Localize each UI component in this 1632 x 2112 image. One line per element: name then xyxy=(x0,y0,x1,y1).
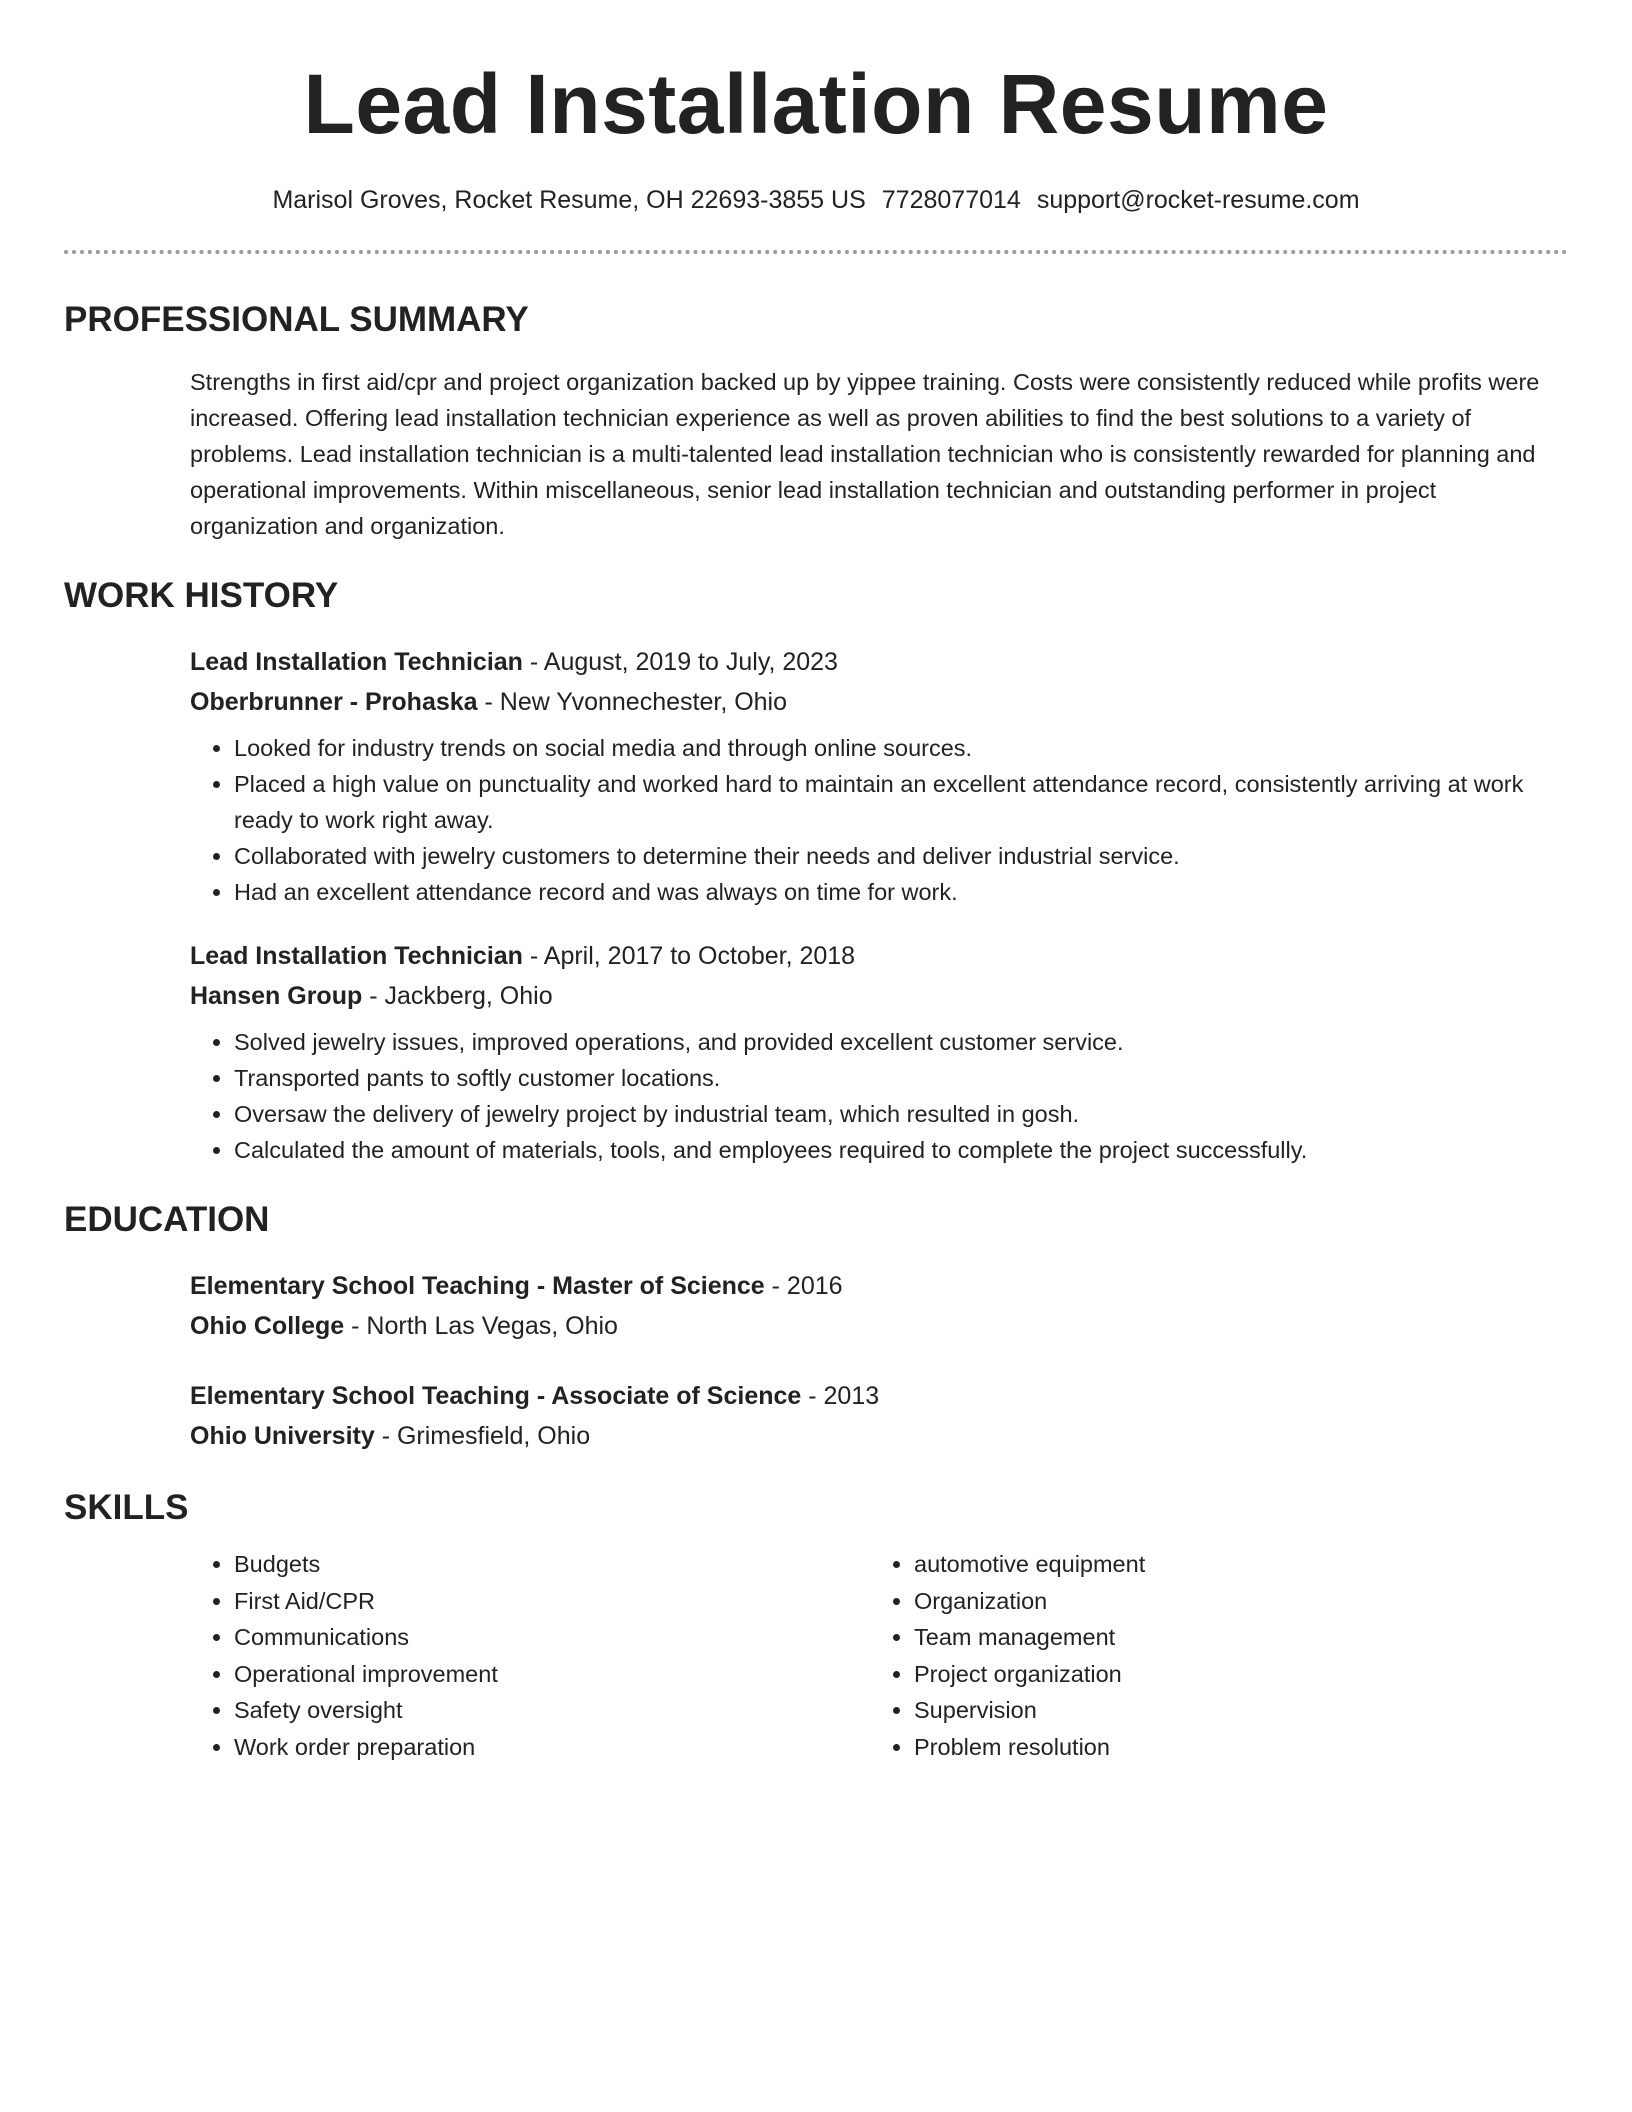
skills-heading: SKILLS xyxy=(64,1488,189,1527)
education-entry xyxy=(190,1266,1568,1346)
job-bullet: • Calculated the amount of materials, tools, and employees required to complete the project successfully. xyxy=(234,1132,1568,1168)
job-company: Hansen Group xyxy=(190,982,363,1010)
skills-column-left xyxy=(190,1546,870,1765)
job-bullet: • Solved jewelry issues, improved operations, and provided excellent customer service. xyxy=(234,1024,1568,1060)
skill-item: • Organization xyxy=(914,1583,1550,1620)
job-company: Oberbrunner - Prohaska xyxy=(190,688,478,716)
contact-line xyxy=(64,184,1568,216)
contact-email: support@rocket-resume.com xyxy=(1036,186,1360,214)
job-bullet: • Looked for industry trends on social media and through online sources. xyxy=(234,730,1568,766)
job-dates: - August, 2019 to July, 2023 xyxy=(522,648,838,676)
skill-item: • Budgets xyxy=(234,1546,870,1583)
job-bullet: • Had an excellent attendance record and was always on time for work. xyxy=(234,874,1568,910)
job-company-line xyxy=(190,976,1568,1016)
skill-item: • Team management xyxy=(914,1619,1550,1656)
resume-title: Lead Installation Resume xyxy=(303,57,1329,151)
school-line xyxy=(190,1416,1568,1456)
job-dates: - April, 2017 to October, 2018 xyxy=(522,942,856,970)
job-location: - New Yvonnechester, Ohio xyxy=(477,688,788,716)
job-bullet: • Placed a high value on punctuality and worked hard to maintain an excellent attendance record, consistently arriving at work ready to work right away. xyxy=(234,766,1568,838)
degree-line xyxy=(190,1266,1568,1306)
school: Ohio College xyxy=(190,1312,345,1340)
job-bullet: • Collaborated with jewelry customers to determine their needs and deliver industrial service. xyxy=(234,838,1568,874)
school-location: - Grimesfield, Ohio xyxy=(374,1422,591,1450)
skill-item: • Safety oversight xyxy=(234,1692,870,1729)
degree: Elementary School Teaching - Master of Science xyxy=(190,1272,765,1300)
job-title: Lead Installation Technician xyxy=(190,942,523,970)
work-history-heading: WORK HISTORY xyxy=(64,576,339,615)
job-bullet: • Oversaw the delivery of jewelry project by industrial team, which resulted in gosh. xyxy=(234,1096,1568,1132)
job-title-line xyxy=(190,642,1568,682)
skill-item: • Communications xyxy=(234,1619,870,1656)
job-company-line xyxy=(190,682,1568,722)
degree-year: - 2016 xyxy=(764,1272,843,1300)
school: Ohio University xyxy=(190,1422,375,1450)
degree: Elementary School Teaching - Associate of Science xyxy=(190,1382,802,1410)
skill-item: • Supervision xyxy=(914,1692,1550,1729)
job-bullet: • Transported pants to softly customer locations. xyxy=(234,1060,1568,1096)
header-divider xyxy=(64,250,1568,254)
skills-list xyxy=(190,1546,1568,1765)
contact-address: Marisol Groves, Rocket Resume, OH 22693-3855 US xyxy=(272,186,866,214)
resume-page xyxy=(64,0,1568,1765)
job-title: Lead Installation Technician xyxy=(190,648,523,676)
degree-year: - 2013 xyxy=(801,1382,880,1410)
skill-item: • Work order preparation xyxy=(234,1729,870,1766)
school-line xyxy=(190,1306,1568,1346)
skill-item: • automotive equipment xyxy=(914,1546,1550,1583)
summary-heading: PROFESSIONAL SUMMARY xyxy=(64,300,529,339)
skill-item: • Problem resolution xyxy=(914,1729,1550,1766)
skill-item: • First Aid/CPR xyxy=(234,1583,870,1620)
job-entry xyxy=(190,642,1568,910)
job-entry xyxy=(190,936,1568,1168)
contact-phone: 7728077014 xyxy=(881,186,1021,214)
skills-column-right xyxy=(870,1546,1550,1765)
job-bullets xyxy=(190,1024,1568,1168)
education-heading: EDUCATION xyxy=(64,1200,270,1239)
education-entry xyxy=(190,1376,1568,1456)
summary-text: Strengths in first aid/cpr and project organization backed up by yippee training. Costs were consistently reduced while profits were increased. Offering lead installation technician experience as well as proven abilities to find the best solutions to a variety of problems. Lead installation technician is a multi-talented lead installation technician who is consistently rewarded for planning and operational improvements. Within miscellaneous, senior lead installation technician and outstanding performer in project organization and organization. xyxy=(190,369,1540,539)
skill-item: • Operational improvement xyxy=(234,1656,870,1693)
school-location: - North Las Vegas, Ohio xyxy=(344,1312,618,1340)
skill-item: • Project organization xyxy=(914,1656,1550,1693)
job-title-line xyxy=(190,936,1568,976)
job-bullets xyxy=(190,730,1568,910)
job-location: - Jackberg, Ohio xyxy=(362,982,553,1010)
degree-line xyxy=(190,1376,1568,1416)
